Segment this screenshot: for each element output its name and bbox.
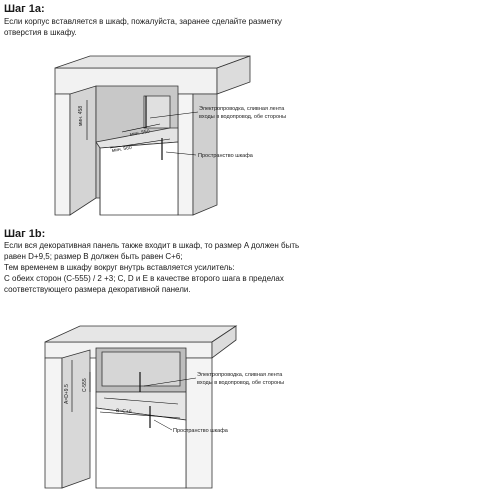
- step1b-line-2: равен D+9,5; размер B должен быть равен C+6;: [4, 252, 183, 261]
- dim1-width: мин. 560: [111, 144, 133, 154]
- step1a-line-1: Если корпус вставляется в шкаф, пожалуйста, заранее сделайте разметку: [4, 17, 282, 26]
- step1b-line-4: С обеих сторон (C-555) / 2 +3; C, D и E в качестве второго шага в пределах: [4, 274, 284, 283]
- diagram2-wiring-label-2: входы в водопровод, обе стороны: [197, 380, 285, 386]
- diagram1-space-label: Пространство шкафа: [198, 153, 253, 159]
- diagram1-wiring-label-2: входы в водопровод, обе стороны: [199, 114, 287, 120]
- step1b-title: Шаг 1b:: [4, 228, 46, 240]
- dim1-height: мин. 458: [78, 105, 84, 126]
- diagram2-wiring-label-1: Электропроводка, сливная лента: [197, 372, 283, 378]
- dim2-a: A=D+9.5: [64, 384, 70, 404]
- step1b-line-1: Если вся декоративная панель также входит в шкаф, то размер A должен быть: [4, 241, 300, 250]
- step1b-line-5: соответствующего размера декоративной панели.: [4, 285, 191, 294]
- dim2-side: C-555: [82, 378, 88, 392]
- step1a-line-2: отверстия в шкафу.: [4, 28, 77, 37]
- diagram2-space-label: Пространство шкафа: [173, 428, 228, 434]
- step1b-line-3: Тем временем в шкафу вокруг внутрь вставляется усилитель:: [4, 263, 235, 272]
- cabinet2-left-wall: [45, 358, 62, 488]
- diagram1-wiring-label-1: Электропроводка, сливная лента: [199, 106, 285, 112]
- step1a-title: Шаг 1a:: [4, 3, 45, 15]
- dim2-b: B=C+6: [115, 408, 132, 416]
- dim1-depth: мин. 550: [129, 128, 151, 138]
